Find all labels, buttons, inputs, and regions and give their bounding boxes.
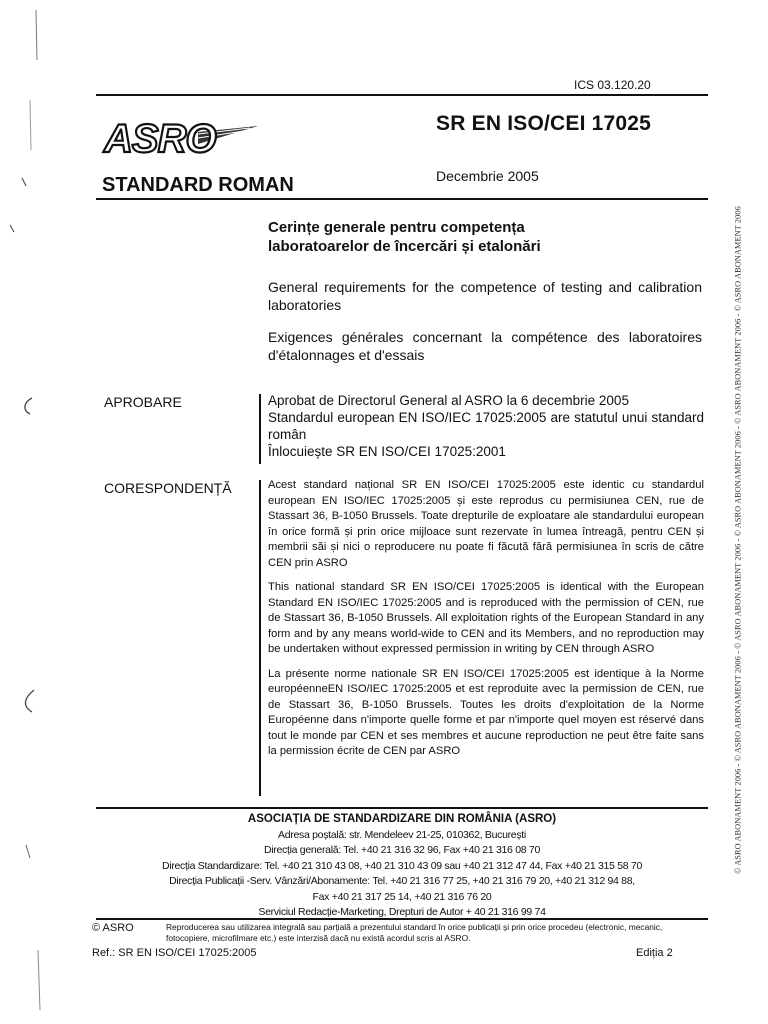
footer-line: Direcția Publicații -Serv. Vânzări/Abonamente: Tel. +40 21 316 77 25, +40 21 316 79 20, +40 21 312 94 88,: [169, 875, 635, 887]
copyright: © ASRO: [92, 922, 134, 934]
org-name: ASOCIAȚIA DE STANDARDIZARE DIN ROMÂNIA (ASRO): [247, 813, 557, 825]
correspondence-paragraph-en: This national standard SR EN ISO/CEI 17025:2005 is identical with the European Standard EN ISO/IEC 17025:2005 and is reproduced with the permission of CEN, rue de Stassart 36, B-1050 Brussels. All exploitation rights of the European Standard in any form and by any means world-wide to CEN and its Members, and no reproduction may be undertaken without expressed permission in writing by CEN through ASRO: [268, 581, 704, 655]
title-romanian: [268, 218, 698, 256]
scan-artifacts: [0, 0, 60, 1024]
footer-line: Adresa poștală: str. Mendeleev 21-25, 010362, București: [278, 828, 526, 841]
standard-id: SR EN ISO/CEI 17025: [436, 112, 652, 135]
footer-contact: [96, 812, 708, 921]
reproduction-notice: Reproducerea sau utilizarea integrală sau parțială a prezentului standard în orice publicații și prin orice procedeu (electronic, mecanic, fotocopiere, microfilmare etc.) este interzisă dacă nu există acordul scris al ASRO.: [166, 922, 663, 943]
approval-label: APROBARE: [104, 394, 182, 410]
asro-logo: [100, 108, 260, 168]
title-romanian-line: laboratoarelor de încercări și etalonări: [268, 238, 541, 255]
ics-code: ICS 03.120.20: [574, 78, 651, 92]
header-top-rule: [96, 94, 708, 96]
title-english: General requirements for the competence of testing and calibration laboratories: [268, 279, 702, 313]
footer-bottom-rule: [96, 918, 708, 920]
footer-line: Direcția generală: Tel. +40 21 316 32 96, Fax +40 21 316 08 70: [263, 844, 540, 856]
approval-line: Standardul european EN ISO/IEC 17025:2005 are statutul unui standard român: [268, 410, 704, 442]
approval-line: Înlocuiește SR EN ISO/CEI 17025:2001: [268, 444, 506, 459]
footer-line: Fax +40 21 317 25 14, +40 21 316 76 20: [312, 890, 492, 903]
publication-date: Decembrie 2005: [436, 168, 539, 184]
correspondence-paragraph-ro: Acest standard național SR EN ISO/CEI 17025:2005 este identic cu standardul european EN ISO/IEC 17025:2005 și este reprodus cu permisiunea CEN, rue de Stassart 36, B-1050 Brussels. Toate drepturile de exploatare ale standardului european în orice formă și prin orice mijloace sunt rezervate în lumea întreagă, pentru CEN și membrii săi și nici o reproducere nu poate fi făcută fără permisiunea în scris de către CEN prin ASRO: [268, 479, 704, 569]
reference: Ref.: SR EN ISO/CEI 17025:2005: [92, 947, 257, 959]
correspondence-label: CORESPONDENȚĂ: [104, 480, 232, 496]
approval-bar: [259, 394, 261, 464]
title-romanian-line: Cerințe generale pentru competența: [268, 219, 525, 236]
footer-line: Serviciul Redacție-Marketing, Drepturi de Autor + 40 21 316 99 74: [258, 906, 546, 918]
header-bottom-rule: [96, 198, 708, 200]
edition: Ediția 2: [636, 947, 673, 959]
correspondence-text: [268, 478, 704, 769]
watermark-text: © ASRO ABONAMENT 2006 - © ASRO ABONAMENT 2006 - © ASRO ABONAMENT 2006 - © ASRO ABONAMENT 2006 - © ASRO ABONAMENT 2006 - © ASRO ABONAMENT 2006: [733, 206, 743, 874]
svg-text:ASRO: ASRO: [104, 117, 216, 161]
footer-line: Direcția Standardizare: Tel. +40 21 310 43 08, +40 21 310 43 09 sau +40 21 312 47 44, Fax +40 21 315 58 70: [162, 859, 642, 872]
correspondence-bar: [259, 480, 261, 796]
approval-line: Aprobat de Directorul General al ASRO la 6 decembrie 2005: [268, 393, 629, 408]
title-french: Exigences générales concernant la compétence des laboratoires d'étalonnages et d'essais: [268, 329, 702, 363]
footer-top-rule: [96, 807, 708, 809]
approval-text: [268, 392, 704, 460]
standard-type: STANDARD ROMAN: [102, 174, 294, 196]
correspondence-paragraph-fr: La présente norme nationale SR EN ISO/CEI 17025:2005 est identique à la Norme européenneEN ISO/IEC 17025:2005 et est reproduite avec la permission de CEN, rue de Stassart 36, B-1050 Brussels. Toutes les droits d'exploitation de la Norme Européenne dans n'importe quelle forme et par n'importe quel moyen est réservé dans tout le monde par CEN et ses membres et aucune reproduction ne peut être faite sans la permission écrite de CEN par ASRO: [268, 667, 704, 757]
